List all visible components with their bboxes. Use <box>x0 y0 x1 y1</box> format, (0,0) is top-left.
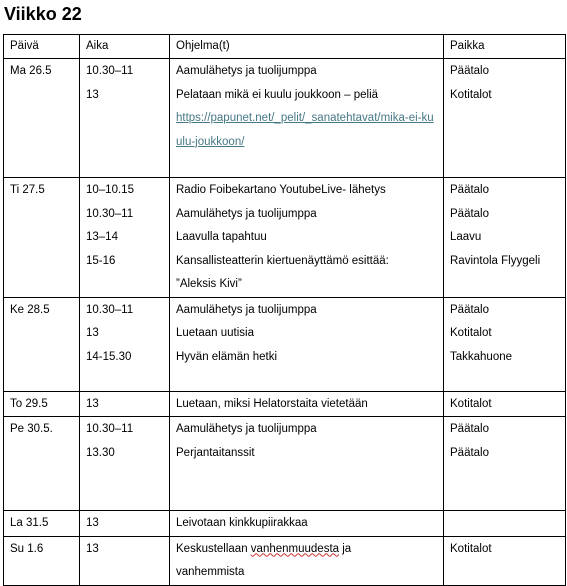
place-value: Päätalo <box>450 207 490 220</box>
time-value: 13.30 <box>86 446 115 459</box>
program-cell <box>170 297 444 391</box>
time-value: 10–10.15 <box>86 184 134 196</box>
table-row <box>4 536 566 585</box>
time-value: 10.30–11 <box>86 207 134 220</box>
program-item: Radio Foibekartano YoutubeLive- lähetys <box>176 184 386 196</box>
table-row <box>4 391 566 417</box>
table-header-row <box>4 35 566 59</box>
program-item: ”Aleksis Kivi” <box>176 278 242 290</box>
program-item: Aamulähetys ja tuolijumppa <box>176 303 317 316</box>
place-cell <box>444 417 566 511</box>
place-value: Päätalo <box>450 446 490 459</box>
place-cell <box>444 178 566 298</box>
program-cell <box>170 536 444 585</box>
time-value: 15-16 <box>86 254 116 267</box>
time-cell <box>80 417 170 511</box>
misspelled-word: vanhenmuudesta <box>250 542 340 555</box>
program-item <box>176 538 437 562</box>
table-row <box>4 417 566 511</box>
place-value: Takkahuone <box>450 350 513 363</box>
time-value: 10.30–11 <box>86 303 134 316</box>
time-cell: 13 <box>80 391 170 417</box>
time-value: 13–14 <box>86 231 118 243</box>
time-cell <box>80 59 170 178</box>
place-value: Laavu <box>450 231 482 243</box>
program-item: Aamulähetys ja tuolijumppa <box>176 423 317 435</box>
program-item: Hyvän elämän hetki <box>176 350 277 363</box>
time-cell <box>80 178 170 298</box>
game-link[interactable]: https://papunet.net/_pelit/_sanatehtavat/mika-ei-kuulu-joukkoon/ <box>176 112 434 148</box>
place-value: Päätalo <box>450 65 490 77</box>
time-value: 10.30–11 <box>86 423 134 435</box>
header-day: Päivä <box>4 35 80 59</box>
place-cell <box>444 511 566 537</box>
program-cell <box>170 417 444 511</box>
program-text: Keskustellaan <box>176 542 251 555</box>
program-item: Kansallisteatterin kiertuenäyttämö esittää: <box>176 254 389 267</box>
day-cell: La 31.5 <box>4 511 80 537</box>
time-cell <box>80 297 170 391</box>
place-value: Päätalo <box>450 423 490 435</box>
time-cell: 13 <box>80 511 170 537</box>
header-time: Aika <box>80 35 170 59</box>
page-title: Viikko 22 <box>4 4 82 24</box>
day-cell: To 29.5 <box>4 391 80 417</box>
table-row <box>4 511 566 537</box>
day-cell: Pe 30.5. <box>4 417 80 511</box>
program-item: vanhemmista <box>176 566 245 578</box>
table-row <box>4 297 566 391</box>
day-cell: Su 1.6 <box>4 536 80 585</box>
place-value: Kotitalot <box>450 88 492 101</box>
program-item: Perjantaitanssit <box>176 446 255 459</box>
program-cell <box>170 178 444 298</box>
time-value: 14-15.30 <box>86 350 132 363</box>
place-cell: Kotitalot <box>444 391 566 417</box>
time-value: 10.30–11 <box>86 65 134 77</box>
table-row <box>4 59 566 178</box>
place-cell: Kotitalot <box>444 536 566 585</box>
program-item: Aamulähetys ja tuolijumppa <box>176 207 317 220</box>
header-program: Ohjelma(t) <box>170 35 444 59</box>
program-item: Pelataan mikä ei kuulu joukkoon – peliä <box>176 88 379 101</box>
day-cell: Ma 26.5 <box>4 59 80 178</box>
program-item: Luetaan uutisia <box>176 327 255 339</box>
program-cell: Leivotaan kinkkupiirakkaa <box>170 511 444 537</box>
place-value: Kotitalot <box>450 327 492 339</box>
program-cell <box>170 59 444 178</box>
time-value: 13 <box>86 88 99 101</box>
place-value: Päätalo <box>450 303 490 316</box>
place-value: Päätalo <box>450 184 490 196</box>
program-item: Aamulähetys ja tuolijumppa <box>176 65 317 77</box>
time-cell: 13 <box>80 536 170 585</box>
program-item: Laavulla tapahtuu <box>176 231 267 243</box>
place-value: Ravintola Flyygeli <box>450 254 541 267</box>
day-cell: Ke 28.5 <box>4 297 80 391</box>
place-cell <box>444 297 566 391</box>
place-cell <box>444 59 566 178</box>
schedule-table <box>3 34 566 586</box>
day-cell: Ti 27.5 <box>4 178 80 298</box>
program-cell: Luetaan, miksi Helatorstaita vietetään <box>170 391 444 417</box>
header-place: Paikka <box>444 35 566 59</box>
time-value: 13 <box>86 327 99 339</box>
table-row <box>4 178 566 298</box>
program-text: ja <box>339 542 352 555</box>
